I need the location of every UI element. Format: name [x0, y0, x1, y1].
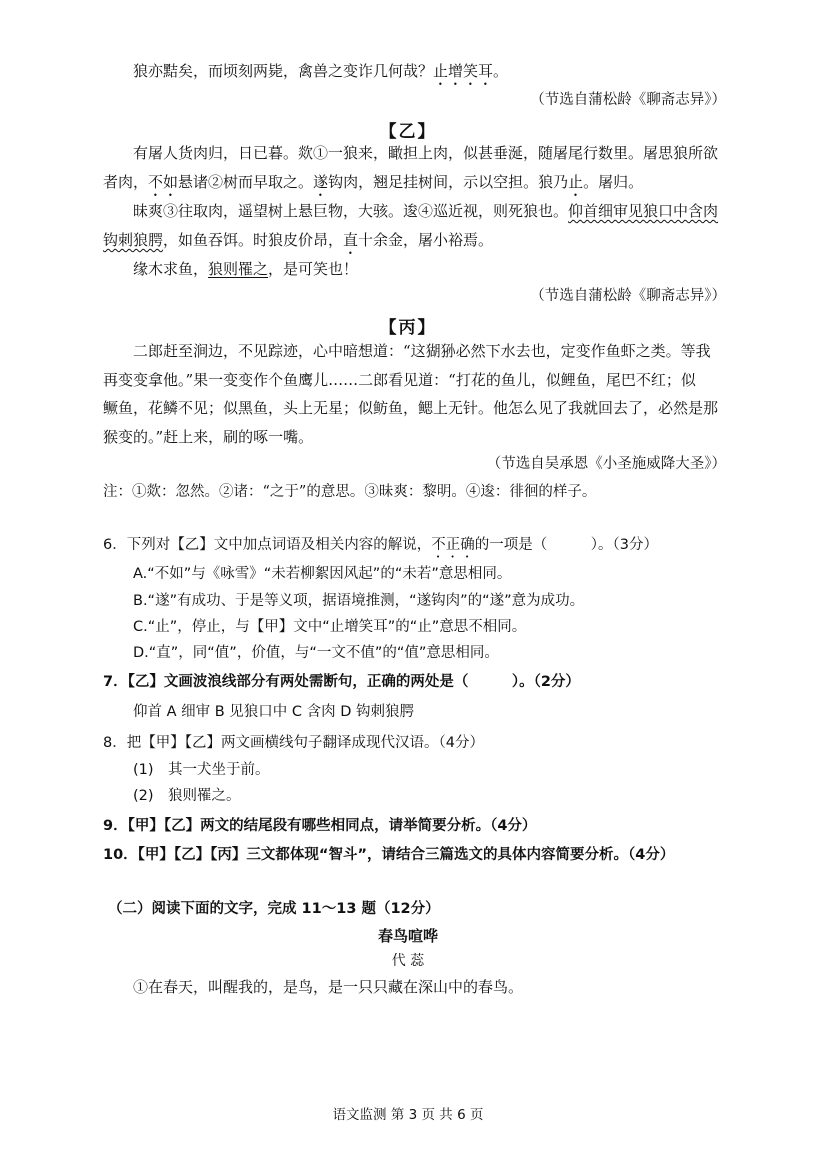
question-10: 10．【甲】【乙】【丙】三文都体现“智斗”，请结合三篇选文的具体内容简要分析。（4分） [103, 847, 675, 863]
yi-p2-line2: 钩刺狼腭，如鱼吞饵。时狼皮价昂，直十余金，屠小裕焉。 [103, 231, 494, 249]
question-6-option-c: C.“止”，停止，与【甲】文中“止增笑耳”的“止”意思不相同。 [133, 619, 527, 635]
article-author: 代 蕊 [391, 953, 425, 969]
question-8-item-1: (1) 其一犬坐于前。 [133, 762, 270, 778]
question-7-sentence: 仰首 A 细审 B 见狼口中 C 含肉 D 钩刺狼腭 [133, 704, 415, 720]
bing-line3: 鳜鱼，花鳞不见；似黑鱼，头上无星；似鲂鱼，鳃上无针。他怎么见了我就回去了，必然是那 [103, 399, 719, 417]
yi-p1-line1: 有屠人货肉归，日已暮。欻①一狼来，瞰担上肉，似甚垂涎，随屠尾行数里。屠思狼所欲 [133, 144, 719, 162]
bing-header: 【丙】 [379, 318, 437, 338]
bing-line1: 二郎赶至涧边，不见踪迹，心中暗想道：“这猢狲必然下水去也，定变作鱼虾之类。等我 [133, 342, 711, 360]
section-2-heading: （二）阅读下面的文字，完成 11～13 题（12分） [108, 901, 440, 917]
jia-last-line: 狼亦黠矣，而顷刻两毙，禽兽之变诈几何哉？止增笑耳。 [133, 62, 509, 80]
bing-line2: 再变变拿他。”果一变变作个鱼鹰儿……二郎看见道：“打花的鱼儿，似鲤鱼，尾巴不红；似 [103, 371, 696, 389]
question-6: 6．下列对【乙】文中加点词语及相关内容的解说，不正确的一项是（ ）。（3分） [103, 537, 658, 553]
article-title: 春鸟喧哗 [377, 927, 438, 945]
yi-header: 【乙】 [379, 122, 437, 142]
question-8: 8．把【甲】【乙】两文画横线句子翻译成现代汉语。（4分） [103, 735, 484, 751]
wavy-line-text: 仰首细审见狼口中含肉 [568, 202, 719, 220]
question-9: 9．【甲】【乙】两文的结尾段有哪些相同点，请举简要分析。（4分） [103, 818, 537, 834]
yi-p2-line1: 昧爽③往取肉，遥望树上悬巨物，大骇。逡④巡近视，则死狼也。仰首细审见狼口中含肉 [133, 202, 719, 220]
yi-source: （节选自蒲松龄《聊斋志异》） [530, 288, 726, 304]
question-8-item-2: (2) 狼则罹之。 [133, 788, 241, 804]
yi-p1-line2: 者肉，不如悬诸②树而早取之。遂钩肉，翘足挂树间，示以空担。狼乃止。屠归。 [103, 173, 644, 191]
underlined-sentence: 狼则罹之 [208, 260, 269, 278]
jia-source: （节选自蒲松龄《聊斋志异》） [530, 92, 726, 108]
question-7: 7．【乙】文画波浪线部分有两处需断句，正确的两处是（ ）。（2分） [103, 674, 580, 690]
yi-p3: 缘木求鱼，狼则罹之，是可笑也！ [133, 260, 359, 278]
annotations: 注：①欻：忽然。②诸：“之于”的意思。③昧爽：黎明。④逡：徘徊的样子。 [103, 484, 597, 500]
bing-source: （节选自吴承恩《小圣施威降大圣》） [486, 456, 726, 472]
question-6-option-a: A.“不如”与《咏雪》“未若柳絮因风起”的“未若”意思相同。 [133, 566, 512, 582]
article-paragraph-1: ①在春天，叫醒我的，是鸟，是一只只藏在深山中的春鸟。 [133, 978, 524, 996]
page-footer: 语文监测 第 3 页 共 6 页 [332, 1107, 484, 1123]
question-6-option-b: B.“遂”有成功、于是等义项，据语境推测，“遂钩肉”的“遂”意为成功。 [133, 593, 585, 609]
question-6-option-d: D.“直”，同“值”，价值，与“一文不值”的“值”意思相同。 [133, 645, 499, 661]
bing-line4: 猴变的。”赶上来，刷的啄一嘴。 [103, 428, 314, 446]
